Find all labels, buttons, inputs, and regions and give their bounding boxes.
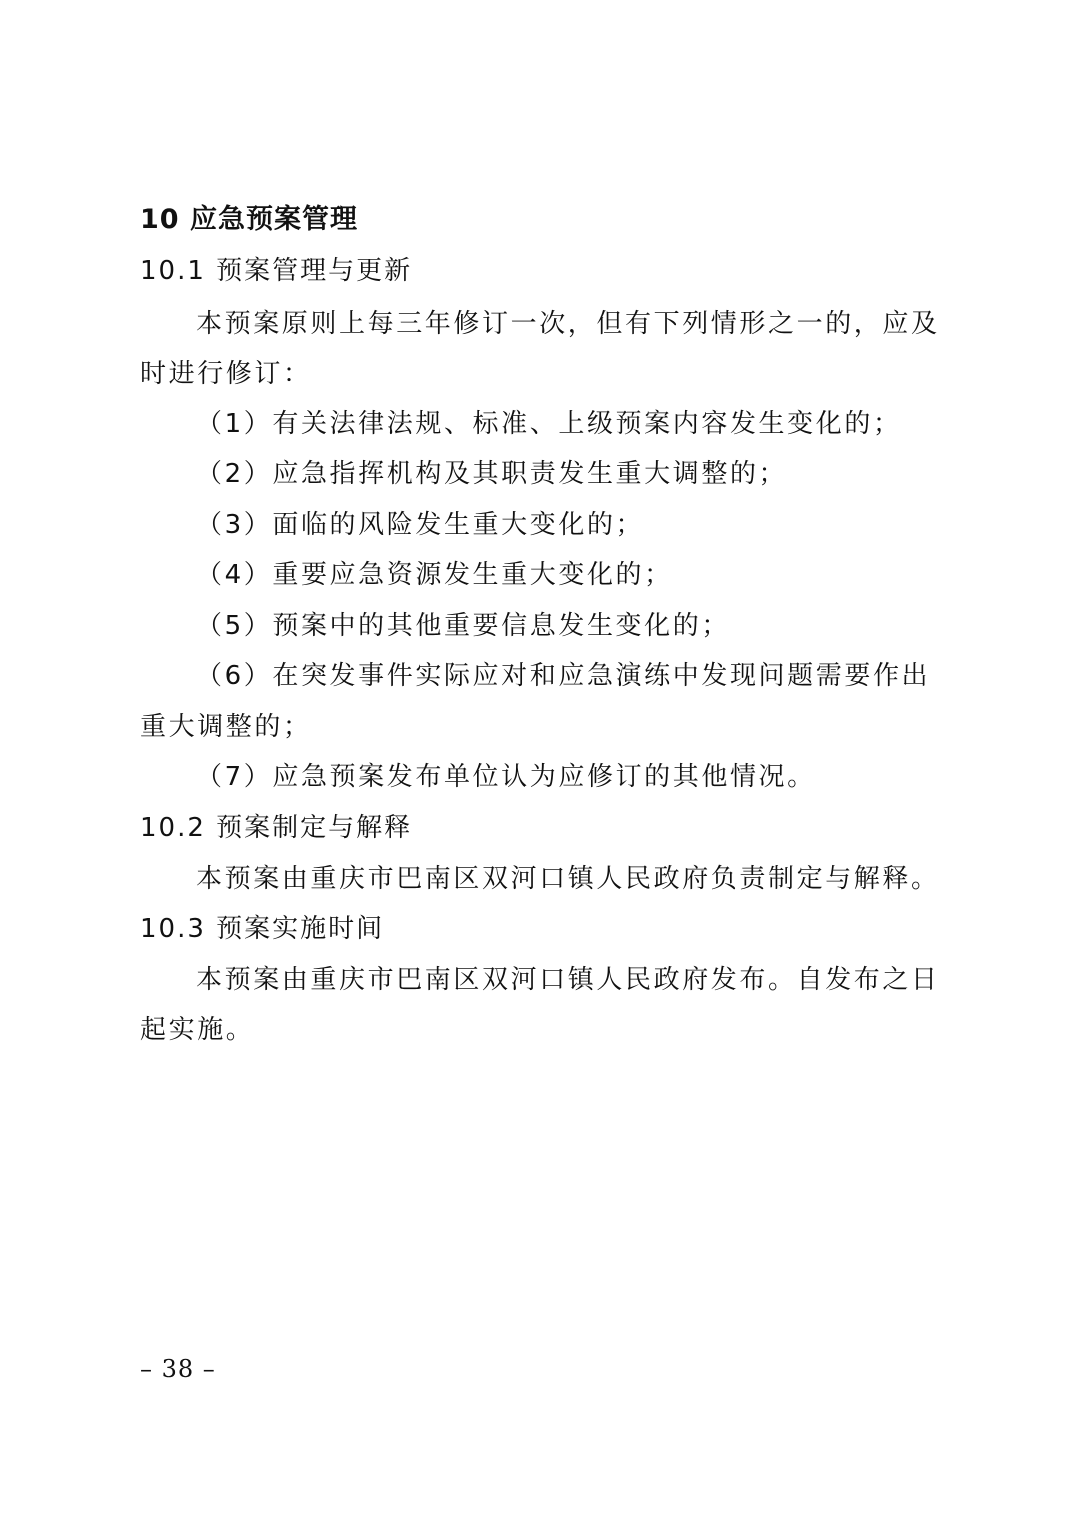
section-heading: 10 应急预案管理 xyxy=(140,204,358,235)
list-item: （2）应急指挥机构及其职责发生重大调整的； xyxy=(196,459,788,489)
paragraph-line: 本预案由重庆市巴南区双河口镇人民政府负责制定与解释。 xyxy=(196,864,940,894)
list-item-continuation: 重大调整的； xyxy=(140,712,312,742)
list-item: （3）面临的风险发生重大变化的； xyxy=(196,510,645,540)
list-item: （5）预案中的其他重要信息发生变化的； xyxy=(196,611,730,641)
list-item: （6）在突发事件实际应对和应急演练中发现问题需要作出 xyxy=(196,661,931,691)
list-item: （1）有关法律法规、标准、上级预案内容发生变化的； xyxy=(196,409,902,439)
paragraph-line: 本预案由重庆市巴南区双河口镇人民政府发布。自发布之日 xyxy=(196,965,940,995)
subsection-heading: 10.3 预案实施时间 xyxy=(140,914,385,944)
paragraph-line: 起实施。 xyxy=(140,1015,255,1045)
subsection-heading: 10.2 预案制定与解释 xyxy=(140,813,413,843)
list-item: （4）重要应急资源发生重大变化的； xyxy=(196,560,673,590)
paragraph-line: 本预案原则上每三年修订一次，但有下列情形之一的，应及 xyxy=(196,309,940,339)
list-item: （7）应急预案发布单位认为应修订的其他情况。 xyxy=(196,762,816,792)
page-number: – 38 – xyxy=(140,1355,216,1383)
paragraph-line: 时进行修订： xyxy=(140,359,312,389)
subsection-heading: 10.1 预案管理与更新 xyxy=(140,256,413,286)
